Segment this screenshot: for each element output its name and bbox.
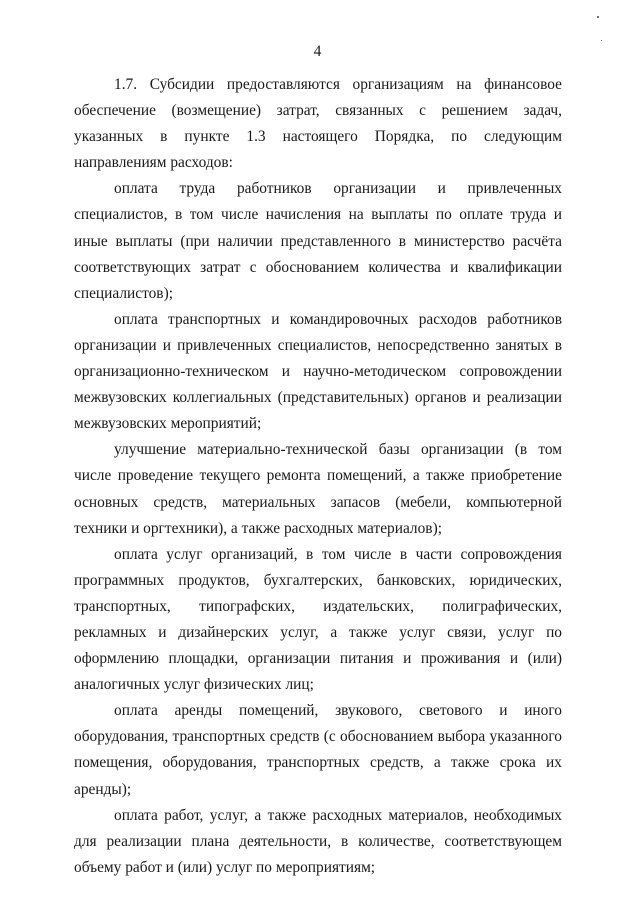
paragraph-works-materials: оплата работ, услуг, а также расходных материалов, необходимых для реализации плана деятельности, в количестве, соответствующем объему работ и (или) услуг по мероприятиям; bbox=[74, 806, 562, 876]
paragraph-labor-costs: оплата труда работников организации и привлеченных специалистов, в том числе начисления на выплаты по оплате труда и иные выплаты (при наличии представленного в министерство расчёта соответствующих затрат с обоснованием количества и квалификации специалистов); bbox=[74, 180, 562, 302]
paragraph-travel-costs: оплата транспортных и командировочных расходов работников организации и привлеченных специалистов, непосредственно занятых в организационно-техническом и научно-методическом сопровождении межвузовских коллегиальных (представительных) органов и реализации межвузовских мероприятий; bbox=[74, 310, 562, 433]
page-number: 4 bbox=[313, 43, 322, 60]
paragraph-rent: оплата аренды помещений, звукового, светового и иного оборудования, транспортных средств (с обоснованием выбора указанного помещения, оборудования, транспортных средств, а также срока их аренды); bbox=[74, 702, 562, 798]
paragraph-1-7: 1.7. Субсидии предоставляются организациям на финансовое обеспечение (возмещение) затрат, связанных с решением задач, указанных в пункте 1.3 настоящего Порядка, по следующим направлениям расходов: bbox=[74, 76, 562, 172]
paragraph-services: оплата услуг организаций, в том числе в части сопровождения программных продуктов, бухгалтерских, банковских, юридических, транспортных, типографских, издательских, полиграфических, рекламных и дизайнерских услуг, а также услуг связи, услуг по оформлению площадки, организации питания и проживания и (или) аналогичных услуг физических лиц; bbox=[74, 545, 562, 694]
scan-speck bbox=[597, 16, 599, 18]
paragraph-material-base: улучшение материально-технической базы организации (в том числе проведение текущего ремонта помещений, а также приобретение основных средств, материальных запасов (мебели, компьютерной техники и оргтехники), а также расходных материалов); bbox=[74, 441, 562, 537]
scan-speck bbox=[601, 40, 602, 41]
document-body bbox=[74, 72, 562, 881]
